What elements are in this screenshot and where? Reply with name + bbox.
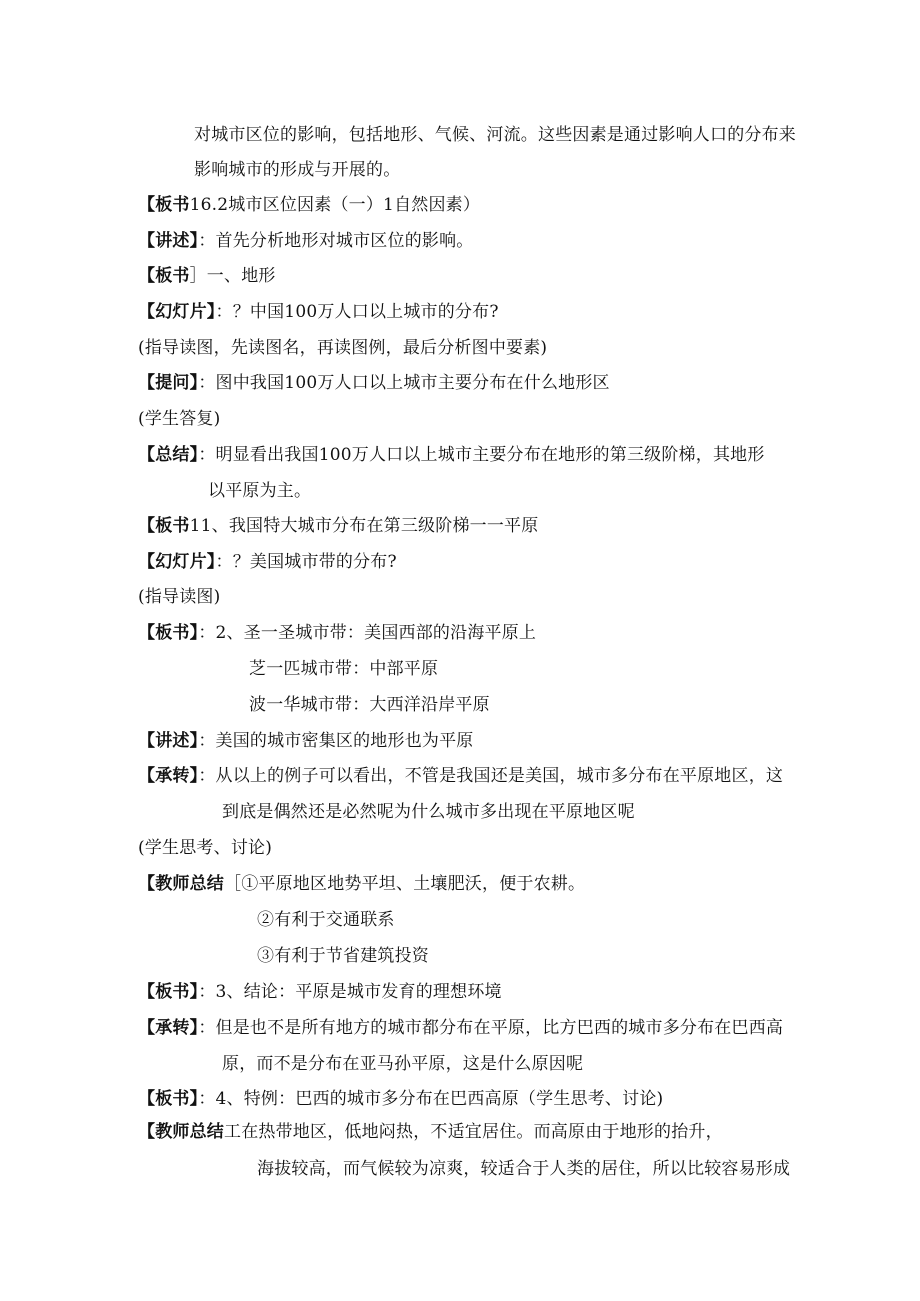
text-line-27: 原，而不是分布在亚马孙平原，这是什么原因呢: [222, 1054, 584, 1074]
text-line-8: 【提问】：图中我国100万人口以上城市主要分布在什么地形区: [138, 373, 610, 393]
text-line-26: 【承转】：但是也不是所有地方的城市都分布在平原，比方巴西的城市多分布在巴西高: [138, 1018, 784, 1038]
text-line-11: 以平原为主。: [208, 481, 312, 501]
text-line-14: (指导读图): [138, 587, 221, 607]
text-line-29: 【教师总结工在热带地区，低地闷热，不适宜居住。而高原由于地形的抬升，: [138, 1122, 723, 1142]
text-line-30: 海拔较高，而气候较为凉爽，较适合于人类的居住，所以比较容易形成: [257, 1159, 791, 1179]
text-line-12: 【板书11、我国特大城市分布在第三级阶梯一一平原: [138, 516, 539, 536]
text-line-15: 【板书】：2、圣一圣城市带：美国西部的沿海平原上: [138, 623, 537, 643]
text-line-17: 波一华城市带：大西洋沿岸平原: [249, 695, 490, 715]
text-line-4: 【讲述】：首先分析地形对城市区位的影响。: [138, 231, 474, 251]
text-line-6: 【幻灯片】：？中国100万人口以上城市的分布?: [138, 302, 499, 322]
text-line-2: 影响城市的形成与开展的。: [194, 160, 401, 180]
text-line-25: 【板书】：3、结论：平原是城市发育的理想环境: [138, 982, 502, 1002]
text-line-24: ③有利于节省建筑投资: [257, 946, 429, 966]
text-line-18: 【讲述】：美国的城市密集区的地形也为平原: [138, 731, 474, 751]
text-line-23: ②有利于交通联系: [257, 910, 395, 930]
text-line-13: 【幻灯片】：？美国城市带的分布?: [138, 552, 397, 572]
text-line-21: (学生思考、讨论): [138, 838, 273, 858]
text-line-10: 【总结】：明显看出我国100万人口以上城市主要分布在地形的第三级阶梯，其地形: [138, 445, 765, 465]
text-line-3: 【板书16.2城市区位因素（一）1自然因素）: [138, 195, 481, 215]
text-line-20: 到底是偶然还是必然呢为什么城市多出现在平原地区呢: [222, 802, 635, 822]
text-line-7: (指导读图，先读图名，再读图例，最后分析图中要素): [138, 338, 548, 358]
text-line-5: 【板书］一、地形: [138, 266, 276, 286]
text-line-28: 【板书】：4、特例：巴西的城市多分布在巴西高原（学生思考、讨论): [138, 1089, 664, 1109]
text-line-19: 【承转】：从以上的例子可以看出，不管是我国还是美国，城市多分布在平原地区，这: [138, 766, 784, 786]
text-line-9: (学生答复): [138, 409, 221, 429]
text-line-22: 【教师总结［①平原地区地势平坦、土壤肥沃，便于农耕。: [138, 874, 586, 894]
text-line-1: 对城市区位的影响，包括地形、气候、河流。这些因素是通过影响人口的分布来: [194, 125, 796, 145]
text-line-16: 芝一匹城市带：中部平原: [249, 659, 439, 679]
